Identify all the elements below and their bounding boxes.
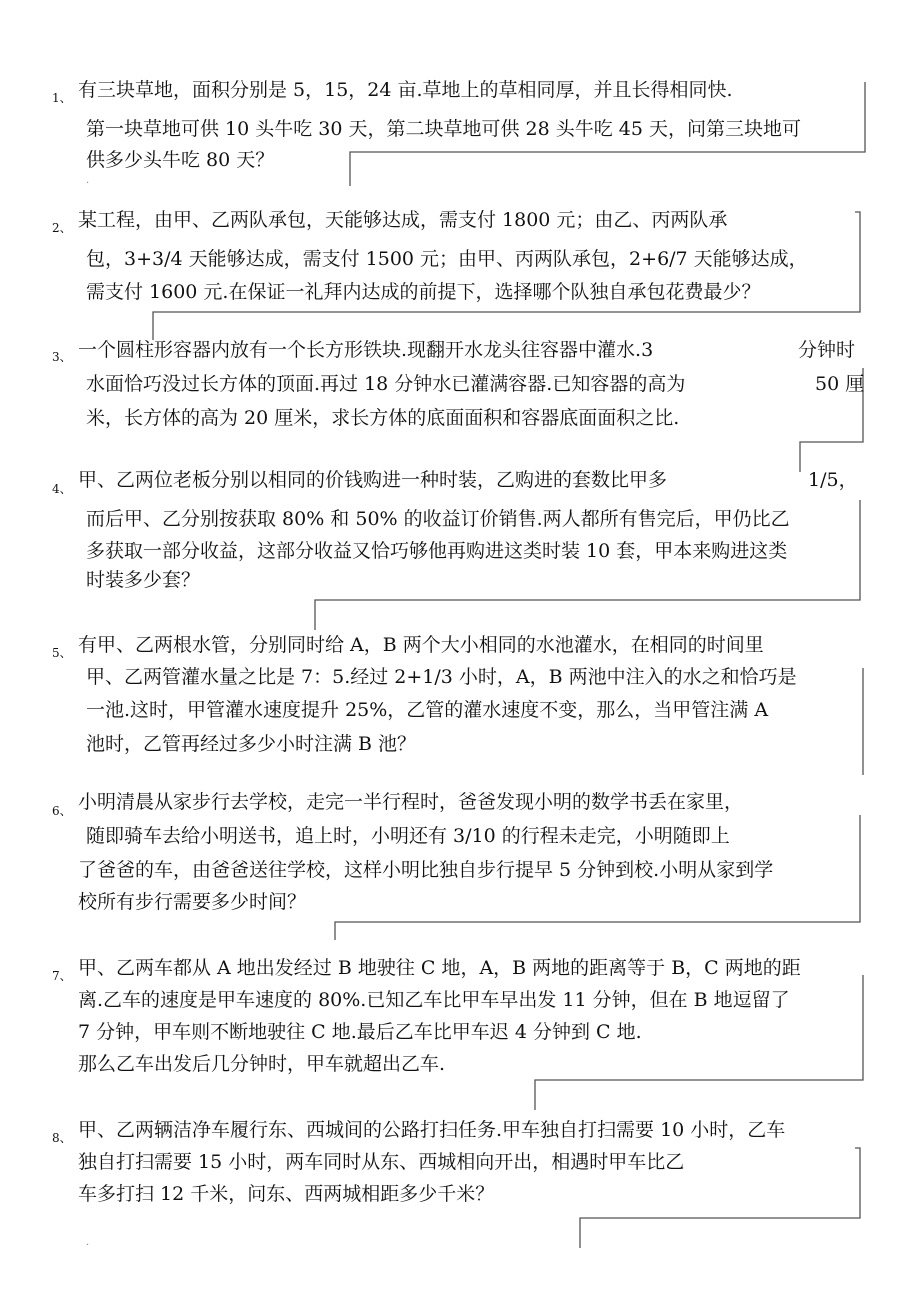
problem-text-line: 多获取一部分收益，这部分收益又恰巧够他再购进这类时装 10 套，甲本来购进这类 (86, 540, 788, 562)
stray-mark: · (86, 1240, 90, 1251)
problem-text-line: 7 分钟，甲车则不断地驶往 C 地.最后乙车比甲车迟 4 分钟到 C 地. (78, 1021, 642, 1043)
problem-text-line: 甲、乙两辆洁净车履行东、西城间的公路打扫任务.甲车独自打扫需要 10 小时，乙车 (78, 1119, 786, 1141)
problem-text-line: 需支付 1600 元.在保证一礼拜内达成的前提下，选择哪个队独自承包花费最少？ (86, 281, 761, 303)
problem-text-line: 甲、乙两车都从 A 地出发经过 B 地驶往 C 地，A，B 两地的距离等于 B，C 两地的距 (78, 957, 801, 979)
problem-text-line: 时装多少套？ (86, 569, 201, 591)
problem-text-line: 一池.这时，甲管灌水速度提升 25%，乙管的灌水速度不变，那么，当甲管注满 A (86, 699, 769, 721)
problem-text-line: 有甲、乙两根水管，分别同时给 A，B 两个大小相同的水池灌水，在相同的时间里 (78, 634, 764, 656)
problem-text-line: 离.乙车的速度是甲车速度的 80%.已知乙车比甲车早出发 11 分钟，但在 B 地逗留了 (78, 989, 790, 1011)
problem-number: 5、 (52, 646, 72, 660)
problem-text-line: 了爸爸的车，由爸爸送往学校，这样小明比独自步行提早 5 分钟到校.小明从家到学 (78, 859, 774, 881)
problem-text-right-fragment: 50 厘 (815, 373, 865, 395)
problem-text-line: 甲、乙两位老板分别以相同的价钱购进一种时装，乙购进的套数比甲多 (78, 469, 668, 491)
problem-number: 6、 (52, 804, 72, 818)
problem-number: 4、 (52, 482, 72, 496)
problem-text-line: 随即骑车去给小明送书，追上时，小明还有 3/10 的行程未走完，小明随即上 (86, 825, 730, 847)
problem-number: 7、 (52, 969, 72, 983)
problem-text-line: 某工程，由甲、乙两队承包，天能够达成，需支付 1800 元；由乙、丙两队承 (78, 209, 728, 231)
problem-text-line: 米，长方体的高为 20 厘米，求长方体的底面面积和容器底面面积之比. (86, 407, 680, 429)
stray-mark: · (86, 178, 90, 189)
problem-text-right-fragment: 1/5， (808, 469, 858, 491)
problem-text-right-fragment: 分钟时 (798, 339, 856, 361)
problem-text-line: 那么乙车出发后几分钟时，甲车就超出乙车. (78, 1053, 446, 1075)
problem-text-line: 供多少头牛吃 80 天？ (86, 149, 275, 171)
problem-text-line: 车多打扫 12 千米，问东、西两城相距多少千米？ (78, 1183, 495, 1205)
problem-text-line: 独自打扫需要 15 小时，两车同时从东、西城相向开出，相遇时甲车比乙 (78, 1151, 685, 1173)
problem-text-line: 一个圆柱形容器内放有一个长方形铁块.现翻开水龙头往容器中灌水.3 (78, 339, 654, 361)
problem-text-line: 甲、乙两管灌水量之比是 7：5.经过 2+1/3 小时，A，B 两池中注入的水之和恰巧是 (86, 666, 797, 688)
problem-number: 3、 (52, 350, 72, 364)
problem-text-line: 小明清晨从家步行去学校，走完一半行程时，爸爸发现小明的数学书丢在家里， (78, 791, 744, 813)
problem-text-line: 有三块草地，面积分别是 5，15，24 亩.草地上的草相同厚，并且长得相同快. (78, 79, 733, 101)
problem-text-line: 池时，乙管再经过多少小时注满 B 池？ (86, 733, 417, 755)
problem-number: 8、 (52, 1131, 72, 1145)
problem-number: 1、 (52, 91, 72, 105)
problem-text-line: 而后甲、乙分别按获取 80% 和 50% 的收益订价销售.两人都所有售完后，甲仍比乙 (86, 508, 790, 530)
problem-number: 2、 (52, 221, 72, 235)
problem-text-line: 第一块草地可供 10 头牛吃 30 天，第二块草地可供 28 头牛吃 45 天，问第三块地可 (86, 118, 802, 140)
problem-text-line: 水面恰巧没过长方体的顶面.再过 18 分钟水已灌满容器.已知容器的高为 (86, 373, 686, 395)
problem-text-line: 校所有步行需要多少时间？ (78, 891, 307, 913)
problem-text-line: 包，3+3/4 天能够达成，需支付 1500 元；由甲、丙两队承包，2+6/7 天能够达成， (86, 248, 808, 270)
